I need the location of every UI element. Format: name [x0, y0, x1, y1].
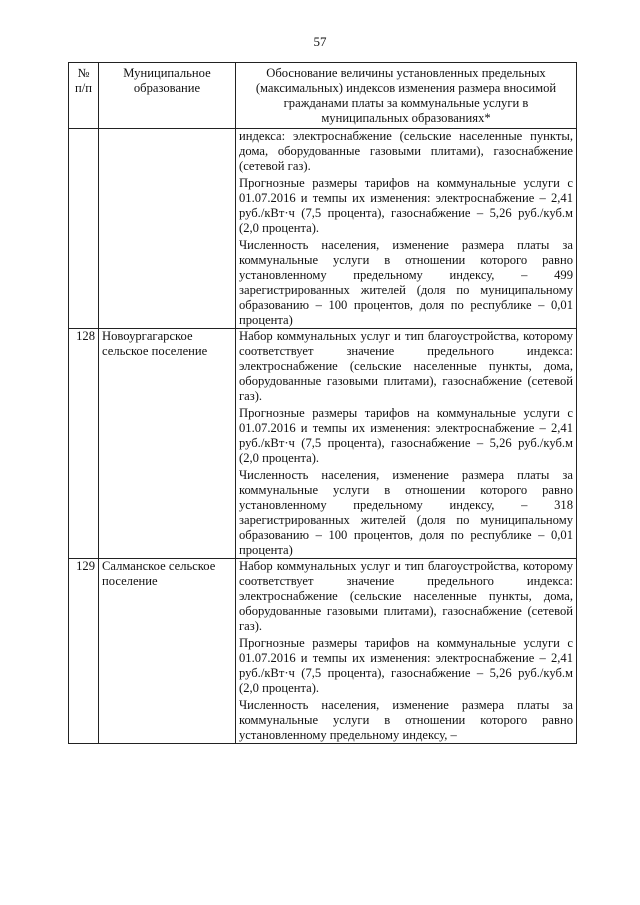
- tariff-justification-table: [68, 62, 577, 744]
- row-justification: [236, 559, 577, 744]
- justification-paragraph: Численность населения, изменение размера платы за коммунальные услуги в отношении которого равно установленному предельному индексу, –: [239, 698, 573, 742]
- row-municipality: [99, 129, 236, 329]
- justification-paragraph: индекса: электроснабжение (сельские населенные пункты, дома, оборудованные газовыми плитами), газоснабжение (сетевой газ).: [239, 129, 573, 173]
- row-num: 129: [69, 559, 99, 744]
- row-municipality: Салманское сельское поселение: [99, 559, 236, 744]
- justification-paragraph: Набор коммунальных услуг и тип благоустройства, которому соответствует значение предельного индекса: электроснабжение (сельские населенные пункты, дома, оборудованные газовыми плитами), газоснабжение (сетевой газ).: [239, 329, 573, 403]
- table-header-row: [69, 63, 577, 129]
- row-num: 128: [69, 329, 99, 559]
- row-justification: [236, 129, 577, 329]
- justification-paragraph: Прогнозные размеры тарифов на коммунальные услуги с 01.07.2016 и темпы их изменения: электроснабжение – 2,41 руб./кВт·ч (7,5 процента), газоснабжение – 5,26 руб./куб.м (2,0 процента).: [239, 636, 573, 695]
- table-row: [69, 129, 577, 329]
- justification-paragraph: Численность населения, изменение размера платы за коммунальные услуги в отношении которого равно установленному предельному индексу, – 499 зарегистрированных жителей (доля по муниципальному образованию – 100 процентов, доля по республике – 0,01 процента): [239, 238, 573, 327]
- row-num: [69, 129, 99, 329]
- header-num: № п/п: [69, 63, 99, 129]
- table-row: [69, 559, 577, 744]
- table-row: [69, 329, 577, 559]
- row-municipality: Новоургагарское сельское поселение: [99, 329, 236, 559]
- row-justification: [236, 329, 577, 559]
- justification-paragraph: Набор коммунальных услуг и тип благоустройства, которому соответствует значение предельного индекса: электроснабжение (сельские населенные пункты, дома, оборудованные газовыми плитами), газоснабжение (сетевой газ).: [239, 559, 573, 633]
- page-number: 57: [313, 34, 327, 49]
- justification-paragraph: Численность населения, изменение размера платы за коммунальные услуги в отношении которого равно установленному предельному индексу, – 318 зарегистрированных жителей (доля по муниципальному образованию – 100 процентов, доля по республике – 0,01 процента): [239, 468, 573, 557]
- header-municipality: Муниципальное образование: [99, 63, 236, 129]
- justification-paragraph: Прогнозные размеры тарифов на коммунальные услуги с 01.07.2016 и темпы их изменения: электроснабжение – 2,41 руб./кВт·ч (7,5 процента), газоснабжение – 5,26 руб./куб.м (2,0 процента).: [239, 176, 573, 235]
- justification-paragraph: Прогнозные размеры тарифов на коммунальные услуги с 01.07.2016 и темпы их изменения: электроснабжение – 2,41 руб./кВт·ч (7,5 процента), газоснабжение – 5,26 руб./куб.м (2,0 процента).: [239, 406, 573, 465]
- header-justification: Обоснование величины установленных предельных (максимальных) индексов изменения размера вносимой гражданами платы за коммунальные услуги в муниципальных образованиях*: [236, 63, 577, 129]
